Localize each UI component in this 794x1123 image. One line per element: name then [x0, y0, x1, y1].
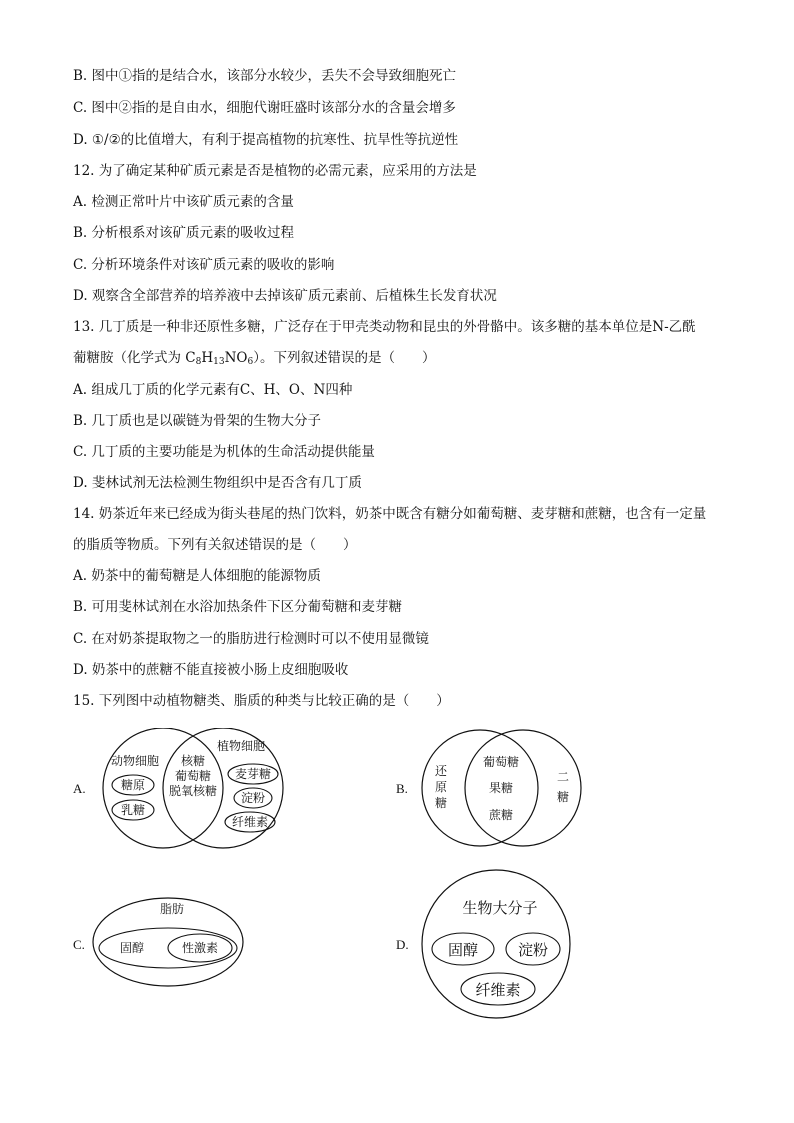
question-13: 13. 几丁质是一种非还原性多糖，广泛存在于甲壳类动物和昆虫的外骨骼中。该多糖的基本单位是N-乙酰: [73, 319, 696, 335]
formula-sub-o: 6: [247, 357, 254, 367]
sterol-d-text: 固醇: [447, 941, 479, 959]
diagram-b-label: B.: [396, 781, 408, 796]
diagram-c: [88, 894, 258, 994]
biomacromolecule-title: 生物大分子: [462, 899, 538, 917]
question-14: 14. 奶茶近年来已经成为街头巷尾的热门饮料，奶茶中既含有糖分如葡萄糖、麦芽糖和蔗糖，也含有一定量: [73, 506, 707, 522]
formula-no: NO: [224, 350, 248, 366]
sterol-text: 固醇: [119, 941, 145, 955]
option-d-q13: D. 斐林试剂无法检测生物组织中是否含有几丁质: [73, 475, 362, 491]
formula-before: 葡糖胺（化学式为 C: [73, 350, 196, 366]
option-b-q11: B. 图中①指的是结合水，该部分水较少，丢失不会导致细胞死亡: [73, 68, 457, 84]
sucrose-b-text: 蔗糖: [488, 808, 514, 822]
fructose-b-text: 果糖: [488, 781, 514, 795]
formula-after: ）。下列叙述错误的是（ ）: [253, 350, 436, 366]
starch-text: 淀粉: [240, 791, 266, 805]
question-12: 12. 为了确定某种矿质元素是否是植物的必需元素，应采用的方法是: [73, 163, 477, 179]
glucose-text: 葡萄糖: [174, 769, 212, 783]
diagram-c-label: C.: [73, 937, 85, 952]
reducing-sugar-char-1: 还: [434, 764, 448, 778]
option-d-q11: D. ①/②的比值增大，有利于提高植物的抗寒性、抗旱性等抗逆性: [73, 132, 459, 148]
question-13-formula-line: [73, 349, 435, 371]
plant-cell-title: 植物细胞: [216, 739, 266, 753]
option-b-q12: B. 分析根系对该矿质元素的吸收过程: [73, 225, 295, 241]
disaccharide-char-2: 糖: [556, 790, 570, 804]
deoxyribose-text: 脱氧核糖: [168, 784, 218, 798]
diagram-a: [95, 728, 295, 858]
cellulose-text: 纤维素: [231, 815, 269, 829]
option-c-q11: C. 图中②指的是自由水，细胞代谢旺盛时该部分水的含量会增多: [73, 100, 456, 116]
starch-d-text: 淀粉: [517, 941, 549, 959]
option-c-q12: C. 分析环境条件对该矿质元素的吸收的影响: [73, 257, 335, 273]
sex-hormone-text: 性激素: [181, 941, 219, 955]
glycogen-text: 糖原: [120, 778, 146, 792]
option-a-q12: A. 检测正常叶片中该矿质元素的含量: [73, 194, 294, 210]
diagram-d-label: D.: [396, 937, 409, 952]
animal-cell-title: 动物细胞: [110, 754, 160, 768]
disaccharide-char-1: 二: [556, 770, 570, 784]
ribose-text: 核糖: [180, 754, 206, 768]
option-d-q14: D. 奶茶中的蔗糖不能直接被小肠上皮细胞吸收: [73, 662, 349, 678]
question-15: 15. 下列图中动植物糖类、脂质的种类与比较正确的是（ ）: [73, 693, 450, 709]
option-a-q14: A. 奶茶中的葡萄糖是人体细胞的能源物质: [73, 568, 321, 584]
option-c-q14: C. 在对奶茶提取物之一的脂肪进行检测时可以不使用显微镜: [73, 631, 429, 647]
option-c-q13: C. 几丁质的主要功能是为机体的生命活动提供能量: [73, 444, 375, 460]
cellulose-d-text: 纤维素: [475, 981, 521, 999]
question-14-cont: 的脂质等物质。下列有关叙述错误的是（ ）: [73, 537, 357, 553]
formula-sub-c: 8: [195, 357, 202, 367]
option-a-q13: A. 组成几丁质的化学元素有C、H、O、N四种: [73, 382, 353, 398]
lactose-text: 乳糖: [120, 803, 146, 817]
disaccharide-circle: [465, 730, 581, 846]
option-d-q12: D. 观察含全部营养的培养液中去掉该矿质元素前、后植株生长发育状况: [73, 288, 497, 304]
diagram-a-label: A.: [73, 781, 86, 796]
formula-h: H: [201, 350, 214, 366]
formula-sub-h: 13: [213, 357, 225, 367]
option-b-q13: B. 几丁质也是以碳链为骨架的生物大分子: [73, 413, 322, 429]
glucose-b-text: 葡萄糖: [482, 755, 520, 769]
option-b-q14: B. 可用斐林试剂在水浴加热条件下区分葡萄糖和麦芽糖: [73, 599, 403, 615]
diagram-b: [420, 728, 600, 858]
reducing-sugar-char-2: 原: [434, 780, 448, 794]
diagram-d: [416, 864, 576, 1024]
maltose-text: 麦芽糖: [234, 767, 272, 781]
fat-title: 脂肪: [159, 902, 185, 916]
reducing-sugar-char-3: 糖: [434, 796, 448, 810]
